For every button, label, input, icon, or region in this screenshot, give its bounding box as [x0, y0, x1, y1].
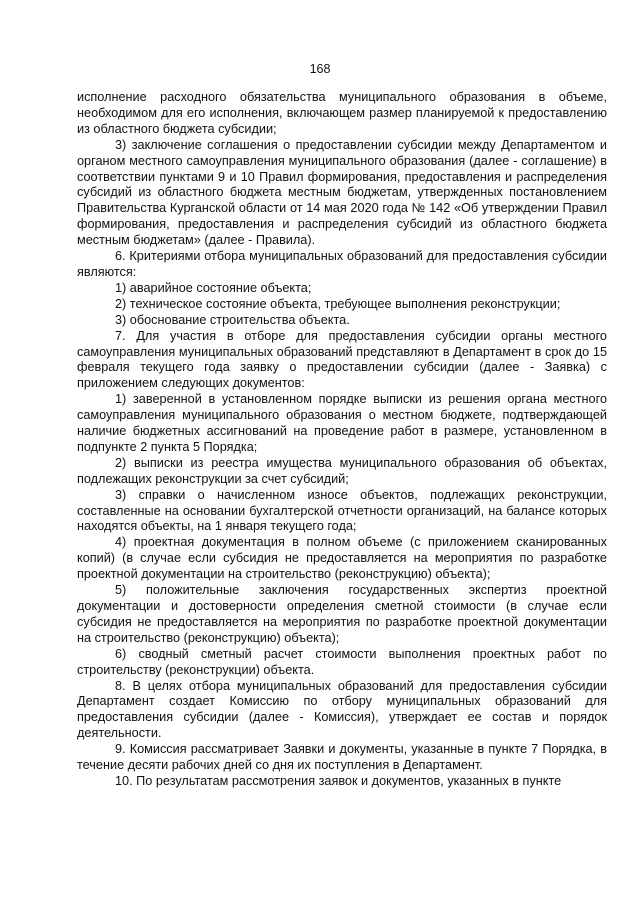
paragraph: 2) выписки из реестра имущества муниципального образования об объектах, подлежащих реконструкции за счет субсидий;: [77, 455, 607, 486]
paragraph: 4) проектная документация в полном объеме (с приложением сканированных копий) (в случае если субсидия не предоставляется на мероприятия по разработке проектной документации на строительство (реконструкцию) объекта);: [77, 535, 607, 582]
paragraph: 3) заключение соглашения о предоставлении субсидии между Департаментом и органом местного самоуправления муниципального образования (далее - соглашение) в соответствии пунктами 9 и 10 Правил формирования, предоставления и распределения субсидий из областного бюджета местным бюджетам, утвержденных постановлением Правительства Курганской области от 14 мая 2020 года № 142 «Об утверждении Правил формирования, предоставления и распределения субсидий из областного бюджета местным бюджетам» (далее - Правила).: [77, 137, 607, 248]
page-number: 168: [309, 62, 331, 76]
paragraph: 9. Комиссия рассматривает Заявки и документы, указанные в пункте 7 Порядка, в течение десяти рабочих дней со дня их поступления в Департамент.: [77, 742, 607, 773]
paragraph: 6. Критериями отбора муниципальных образований для предоставления субсидии являются:: [77, 249, 607, 279]
paragraph: 8. В целях отбора муниципальных образований для предоставления субсидии Департамент создает Комиссию по отбору муниципальных образований для предоставления субсидии (далее - Комиссия), утверждает ее состав и порядок деятельности.: [77, 678, 607, 741]
paragraph: 6) сводный сметный расчет стоимости выполнения проектных работ по строительству (реконструкции) объекта.: [77, 646, 607, 677]
paragraph: 1) заверенной в установленном порядке выписки из решения органа местного самоуправления муниципального образования о местном бюджете, подтверждающей наличие бюджетных ассигнований на проведение работ в размере, установленном в подпункте 2 пункта 5 Порядка;: [77, 392, 607, 454]
document-body: [77, 90, 607, 790]
paragraph: исполнение расходного обязательства муниципального образования в объеме, необходимом для его исполнения, включающем размер планируемой к предоставлению из областного бюджета субсидии;: [77, 90, 607, 136]
paragraph: 7. Для участия в отборе для предоставления субсидии органы местного самоуправления муниципальных образований представляют в Департамент в срок до 15 февраля текущего года заявку о предоставлении субсидии (далее - Заявка) с приложением следующих документов:: [77, 328, 607, 391]
paragraph: 1) аварийное состояние объекта;: [115, 280, 312, 295]
paragraph: 10. По результатам рассмотрения заявок и документов, указанных в пункте: [115, 773, 562, 788]
paragraph: 3) обоснование строительства объекта.: [115, 312, 350, 327]
paragraph: 2) техническое состояние объекта, требующее выполнения реконструкции;: [115, 296, 561, 311]
paragraph: 5) положительные заключения государственных экспертиз проектной документации и достоверности определения сметной стоимости (в случае если субсидия не предоставляется на мероприятия по разработке проектной документации на строительство (реконструкцию) объекта);: [77, 583, 607, 645]
paragraph: 3) справки о начисленном износе объектов, подлежащих реконструкции, составленные на основании бухгалтерской отчетности организаций, на балансе которых находятся объекты, на 1 января текущего года;: [77, 487, 607, 534]
